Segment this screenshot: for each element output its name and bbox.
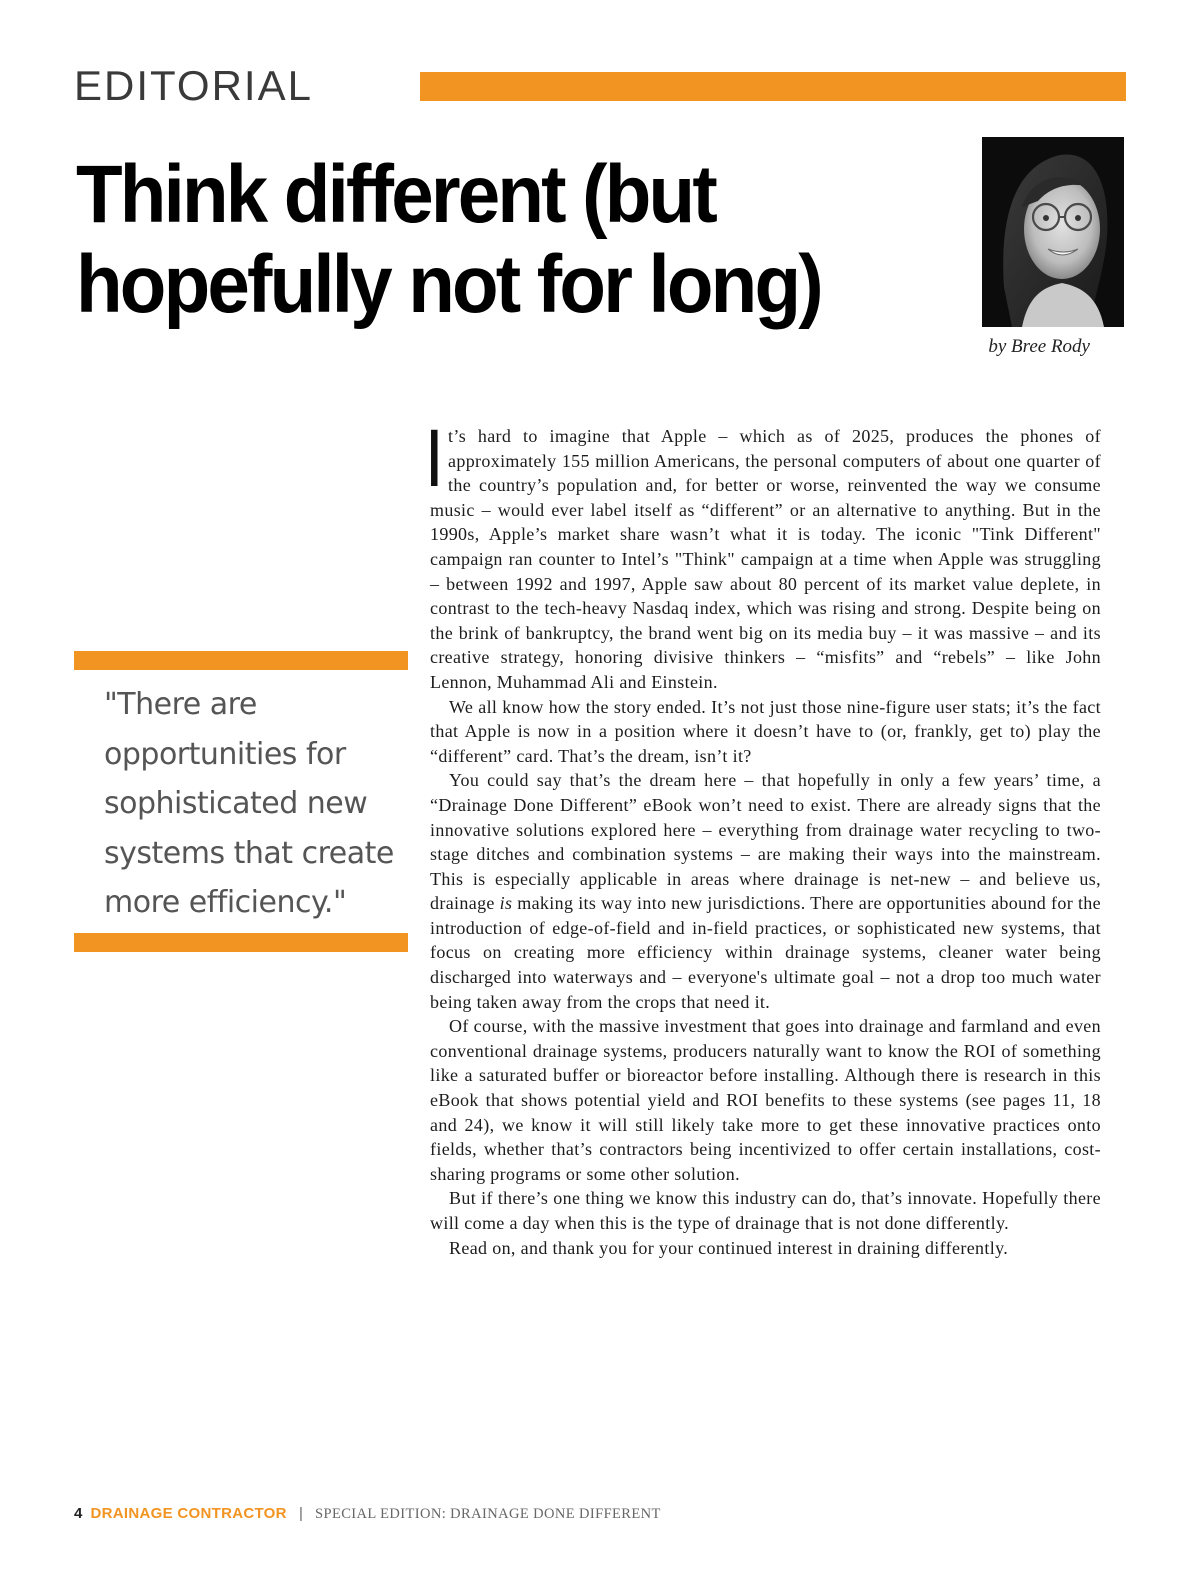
paragraph-text: t’s hard to imagine that Apple – which as of 2025, produces the phones of approximately 155 million Americans, the personal computers of about one quarter of the country’s population and, for better or worse, reinvented the way we consume music – would ever label itself as “different” or an alternative to anything. But in the 1990s, Apple’s market share wasn’t what it is today. The iconic "Tink Different" campaign ran counter to Intel’s "Think" campaign at a time when Apple was struggling – between 1992 and 1997, Apple saw about 80 percent of its market value deplete, in contrast to the tech-heavy Nasdaq index, which was rising and strong. Despite being on the brink of bankruptcy, the brand went big on its media buy – it was massive – and its creative strategy, honoring divisive thinkers – “misfits” and “rebels” – like John Lennon, Muhammad Ali and Einstein. bbox=[430, 426, 1101, 692]
headline-line-1: Think different (but bbox=[76, 149, 715, 240]
headline-line-2: hopefully not for long) bbox=[76, 239, 821, 330]
section-label: EDITORIAL bbox=[74, 62, 313, 109]
page-number: 4 bbox=[74, 1505, 83, 1522]
byline: by Bree Rody bbox=[988, 336, 1090, 357]
article-paragraph: Of course, with the massive investment that goes into drainage and farmland and even conventional drainage systems, producers naturally want to know the ROI of something like a saturated buffer or bioreactor before installing. Although there is research in this eBook that shows potential yield and ROI benefits to these systems (see pages 11, 18 and 24), we know it will still likely take more to get these innovative practices onto fields, whether that’s contractors being incentivized to offer certain installations, cost-sharing programs or some other solution. bbox=[430, 1016, 1101, 1184]
paragraph-text: making its way into new jurisdictions. There are opportunities abound for the introduction of edge-of-field and in-field practices, or sophisticated new systems, that focus on creating more efficiency within drainage systems, cleaner water being discharged into waterways and – everyone's ultimate goal – not a drop too much water being taken away from the crops that need it. bbox=[430, 893, 1101, 1012]
page-footer bbox=[74, 1505, 661, 1523]
article-paragraph: But if there’s one thing we know this industry can do, that’s innovate. Hopefully there will come a day when this is the type of drainage that is not done differently. bbox=[430, 1188, 1101, 1233]
author-portrait-icon bbox=[982, 137, 1124, 327]
article-body bbox=[428, 413, 1101, 1260]
footer-separator: | bbox=[298, 1505, 303, 1522]
article-paragraph bbox=[430, 768, 1101, 1014]
article-paragraph: Read on, and thank you for your continued interest in draining differently. bbox=[449, 1237, 1009, 1258]
headline bbox=[76, 150, 876, 330]
edition-title: SPECIAL EDITION: DRAINAGE DONE DIFFERENT bbox=[315, 1506, 661, 1522]
pull-quote-top-bar bbox=[74, 651, 408, 670]
article-paragraph: We all know how the story ended. It’s not just those nine-figure user stats; it’s the fact that Apple is now in a position where it doesn’t have to (or, frankly, get to) play the “different” card. That’s the dream, isn’t it? bbox=[430, 696, 1101, 766]
paragraph-text: You could say that’s the dream here – that hopefully in only a few years’ time, a “Drainage Done Different” eBook won’t need to exist. There are already signs that the innovative solutions explored here – everything from drainage water recycling to two-stage ditches and combination systems – are making their ways into the mainstream. This is especially applicable in areas where drainage is net-new – and believe us, drainage bbox=[430, 770, 1101, 914]
emphasis-text: is bbox=[499, 893, 513, 914]
publication-name: DRAINAGE CONTRACTOR bbox=[90, 1505, 287, 1522]
pull-quote: "There are opportunities for sophisticated new systems that create more efficiency." bbox=[104, 687, 394, 920]
drop-cap: I bbox=[428, 413, 441, 504]
article-paragraph bbox=[428, 413, 1101, 695]
section-accent-bar bbox=[420, 72, 1126, 101]
pull-quote-bottom-bar bbox=[74, 933, 408, 952]
